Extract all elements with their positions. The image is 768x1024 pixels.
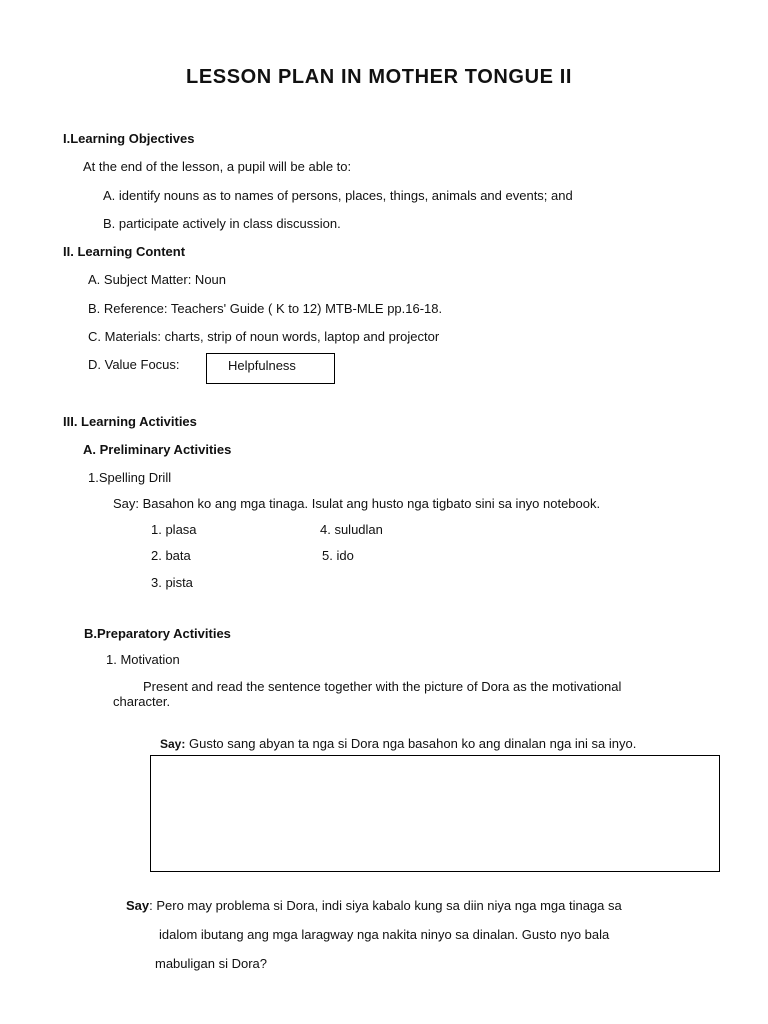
value-focus-label: D. Value Focus:	[88, 357, 180, 372]
say-label: Say	[126, 898, 150, 913]
objectives-heading: I.Learning Objectives	[63, 131, 195, 146]
say-text: Gusto sang abyan ta nga si Dora nga basahon ko ang dinalan nga ini sa inyo.	[185, 736, 637, 751]
dora-picture-box	[150, 755, 720, 872]
motivation-text-line: character.	[113, 694, 171, 709]
word-list-item: 5. ido	[322, 548, 354, 563]
objective-item: B. participate actively in class discussion.	[103, 216, 341, 231]
activities-heading: III. Learning Activities	[63, 414, 197, 429]
spelling-drill-title: 1.Spelling Drill	[88, 470, 172, 485]
value-focus-box	[206, 353, 335, 384]
reference: B. Reference: Teachers' Guide ( K to 12) MTB-MLE pp.16-18.	[88, 301, 443, 316]
say-sentence	[160, 736, 636, 752]
preliminary-heading: A. Preliminary Activities	[83, 442, 232, 457]
say-problem-text: : Pero may problema si Dora, indi siya kabalo kung sa diin niya nga mga tinaga sa	[149, 898, 622, 913]
objectives-intro: At the end of the lesson, a pupil will be able to:	[83, 159, 352, 174]
motivation-text-line: Present and read the sentence together with the picture of Dora as the motivational	[143, 679, 622, 694]
say-label: Say:	[160, 737, 186, 751]
content-heading: II. Learning Content	[63, 244, 186, 259]
page-title: LESSON PLAN IN MOTHER TONGUE II	[186, 66, 573, 88]
subject-matter: A. Subject Matter: Noun	[88, 272, 227, 287]
spelling-drill-instruction: Say: Basahon ko ang mga tinaga. Isulat ang husto nga tigbato sini sa inyo notebook.	[113, 496, 601, 511]
word-list-item: 3. pista	[151, 575, 193, 590]
word-list-item: 4. suludlan	[320, 522, 383, 537]
materials: C. Materials: charts, strip of noun words, laptop and projector	[88, 329, 440, 344]
preparatory-heading: B.Preparatory Activities	[84, 626, 231, 641]
value-focus-value: Helpfulness	[228, 358, 296, 373]
motivation-title: 1. Motivation	[106, 652, 180, 667]
say-problem-line: idalom ibutang ang mga laragway nga nakita ninyo sa dinalan. Gusto nyo bala	[159, 927, 610, 942]
word-list-item: 1. plasa	[151, 522, 197, 537]
say-problem-line	[126, 898, 622, 914]
word-list-item: 2. bata	[151, 548, 191, 563]
say-problem-line: mabuligan si Dora?	[155, 956, 268, 971]
objective-item: A. identify nouns as to names of persons, places, things, animals and events; and	[103, 188, 573, 203]
